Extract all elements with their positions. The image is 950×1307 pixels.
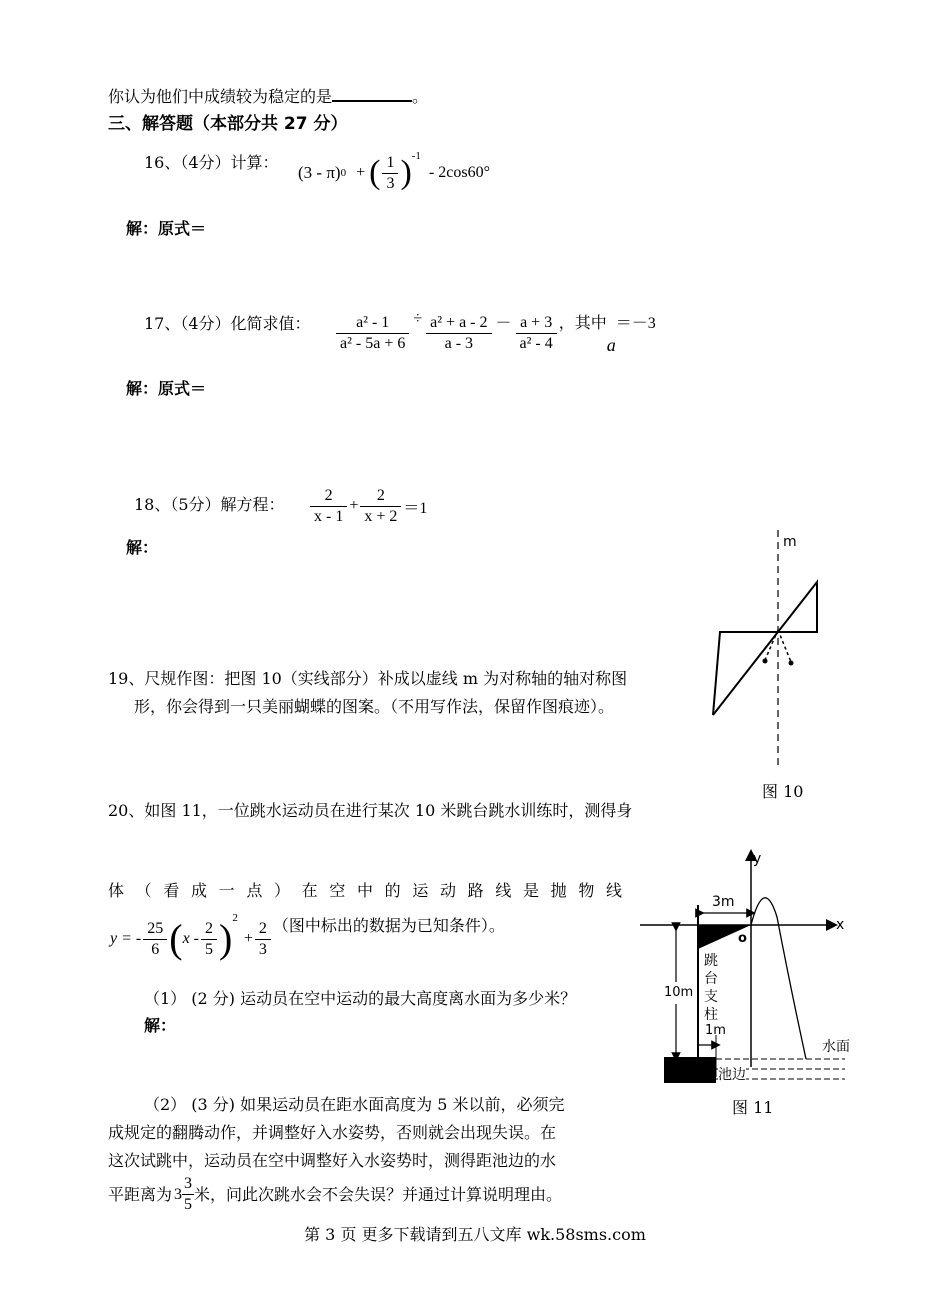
q20-frac3-den: 3	[258, 940, 267, 958]
q19-line2: 形，你会得到一只美丽蝴蝶的图案。（不用写作法，保留作图痕迹）。	[134, 697, 615, 716]
q20-rparen: )	[219, 916, 233, 961]
fig11-edge-label: 池边	[718, 1064, 746, 1086]
q17-solution: 解：原式＝	[126, 379, 207, 398]
pillar-char-4: 柱	[704, 1007, 718, 1023]
section3-title: 三、解答题（本部分共 27 分）	[108, 114, 348, 134]
q16-frac-den: 3	[386, 174, 395, 192]
q17-frac3	[516, 313, 557, 354]
figure-10	[705, 530, 830, 770]
q18-frac1-den: x - 1	[314, 507, 344, 525]
q18-frac2-num: 2	[360, 486, 401, 507]
q16-lparen: (	[369, 154, 381, 191]
q20-mixed-den: 5	[184, 1196, 193, 1213]
q17-label: 17、（4分）化简求值：	[144, 314, 311, 333]
fig11-1m-label: 1m	[705, 1023, 726, 1038]
base-block	[664, 1057, 716, 1083]
q20-frac2	[201, 919, 217, 960]
q16-frac	[382, 153, 398, 194]
q20-equation	[110, 908, 505, 970]
pillar-char-1: 跳	[704, 953, 718, 969]
fig11-3m-label: 3m	[712, 894, 735, 910]
q20-mixed-num: 3	[182, 1174, 194, 1195]
q20-eq-y: y = -	[110, 930, 142, 947]
q18-solution: 解：	[126, 538, 159, 557]
q20-mixed-whole: 3	[174, 1185, 183, 1203]
q20-line2: 体（看成一点）在空中的运动路线是抛物线	[108, 881, 622, 900]
q16-exp0: 0	[340, 167, 347, 179]
q17-where: ，其中	[558, 315, 607, 332]
intro-period: 。	[412, 87, 429, 106]
pillar-char-2: 台	[704, 971, 718, 987]
q20-frac3	[255, 919, 271, 960]
q20-p2-line3: 这次试跳中，运动员在空中调整好入水姿势时，测得距池边的水	[108, 1151, 557, 1170]
q17-frac3-den: a² - 4	[519, 334, 553, 352]
q17-frac2	[426, 313, 491, 354]
q16-expression	[298, 148, 490, 198]
fig11-label: 图 11	[732, 1098, 774, 1117]
q17-frac1	[336, 313, 409, 354]
q20-p2-line4b: 米，问此次跳水会不会失误？并通过计算说明理由。	[194, 1184, 563, 1204]
q20-frac1-den: 6	[151, 940, 160, 958]
q16-tail: - 2cos60°	[428, 164, 490, 181]
q16-label: 16、（4分）计算：	[144, 153, 279, 172]
q20-p2-line2: 成规定的翻腾动作，并调整好入水姿势，否则就会出现失误。在	[108, 1123, 557, 1142]
fig10-label: 图 10	[762, 782, 804, 801]
q20-frac1-num: 25	[143, 919, 167, 940]
q16-frac-num: 1	[382, 153, 398, 174]
q18-frac1	[310, 486, 347, 527]
fig11-x-label: x	[836, 917, 845, 933]
q18-rhs: ＝1	[403, 499, 428, 517]
intro-text: 你认为他们中成绩较为稳定的是	[108, 87, 333, 106]
q17-frac2-num: a² + a - 2	[426, 313, 491, 334]
q17-expression	[334, 304, 656, 362]
q20-note: （图中标出的数据为已知条件）。	[272, 918, 505, 935]
fig11-10m-label: 10m	[664, 982, 693, 1004]
antenna-dot-right	[789, 661, 794, 666]
q17-frac2-den: a - 3	[444, 334, 474, 352]
fig11-y-label: y	[753, 851, 762, 867]
q16-solution: 解：原式＝	[126, 219, 207, 238]
q17-var: a	[606, 335, 616, 355]
q18-frac1-num: 2	[310, 486, 347, 507]
intro-line	[108, 86, 428, 108]
q20-mixed-frac	[182, 1174, 194, 1215]
q20-p2-line4a: 平距离为	[108, 1184, 173, 1204]
q18-expression	[308, 482, 427, 530]
fig11-origin-label: o	[738, 931, 747, 946]
q20-lparen: (	[169, 916, 183, 961]
q19-line1: 19、尺规作图：把图 10（实线部分）补成以虚线 m 为对称轴的轴对称图	[108, 669, 628, 688]
q18-frac2-den: x + 2	[364, 507, 398, 525]
q17-frac1-den: a² - 5a + 6	[340, 334, 406, 352]
q16-expneg: -1	[411, 150, 421, 162]
antenna-dot-left	[763, 659, 768, 664]
pillar-char-3: 支	[704, 989, 718, 1005]
axis-m-label: m	[783, 534, 797, 550]
q20-line1: 20、如图 11，一位跳水运动员在进行某次 10 米跳台跳水训练时，测得身	[108, 801, 633, 820]
q18-frac2	[360, 486, 401, 527]
q20-eq-x: x -	[182, 930, 199, 947]
fig11-water-label: 水面	[822, 1039, 850, 1055]
q20-p1-solution: 解：	[144, 1016, 177, 1035]
q20-frac1	[143, 919, 167, 960]
q17-div: ÷	[413, 310, 423, 327]
q20-frac2-den: 5	[205, 940, 213, 958]
q16-plus: +	[356, 164, 366, 181]
q20-frac3-num: 2	[255, 919, 271, 940]
answer-blank	[332, 86, 412, 102]
q17-minus: －	[495, 315, 512, 332]
q20-eq-plus: +	[243, 930, 253, 947]
fig11-pillar-label	[704, 952, 718, 1024]
q20-eq-sq: 2	[232, 912, 238, 924]
wing-right	[713, 582, 817, 715]
q20-p2-line1: （2） (3 分) 如果运动员在距水面高度为 5 米以前，必须完	[144, 1095, 565, 1114]
q17-value: ＝－3	[615, 315, 656, 332]
q17-frac3-num: a + 3	[516, 313, 557, 334]
page-footer: 第 3 页 更多下载请到五八文库 wk.58sms.com	[304, 1225, 646, 1244]
antenna-right	[778, 630, 791, 662]
q20-p1-label: （1） (2 分) 运动员在空中运动的最大高度离水面为多少米？	[144, 989, 577, 1008]
q18-plus: +	[349, 497, 359, 514]
q17-frac1-num: a² - 1	[336, 313, 409, 334]
q18-label: 18、（5分）解方程：	[134, 495, 285, 514]
q16-rparen: )	[400, 154, 412, 191]
q20-frac2-num: 2	[201, 919, 217, 940]
q20-p2-line4	[108, 1174, 562, 1215]
q16-part1: (3 - π)	[298, 163, 341, 182]
trajectory-parabola	[751, 898, 806, 1059]
